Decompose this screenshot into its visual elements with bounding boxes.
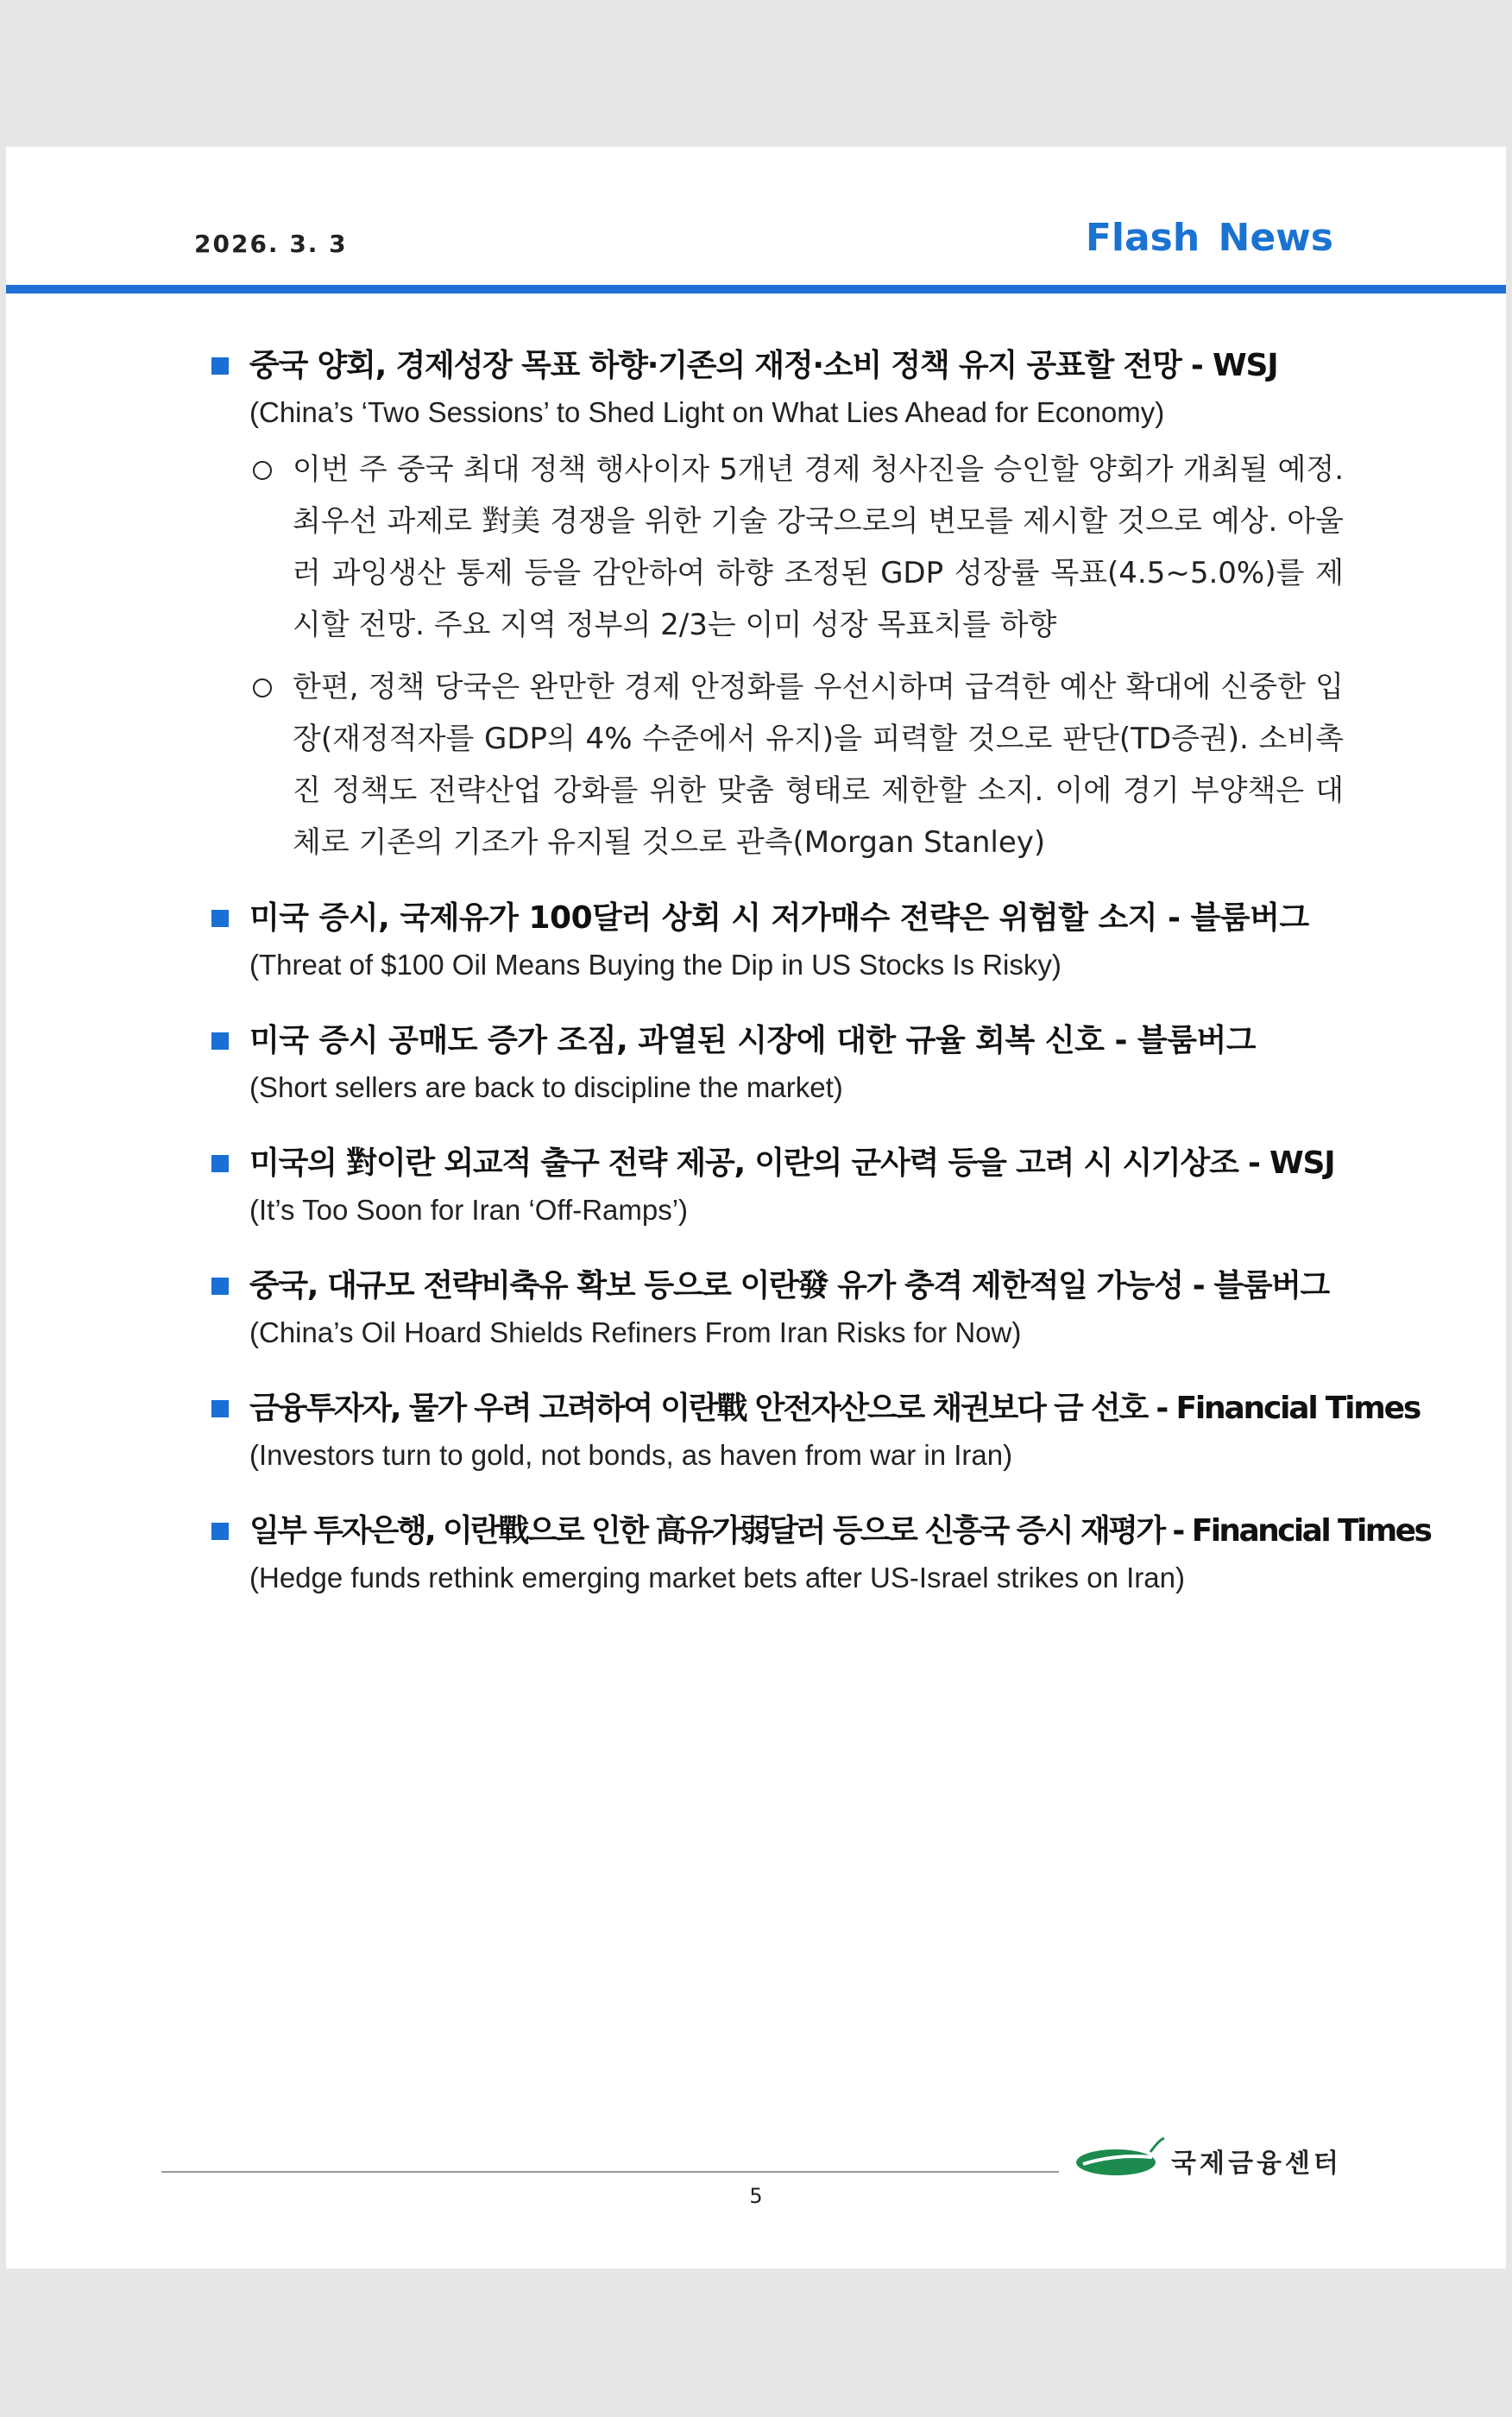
news-list: [205, 345, 1431, 1633]
news-bullet: [249, 444, 1344, 651]
news-item: [205, 1020, 1344, 1114]
square-bullet-icon: [211, 1155, 229, 1172]
logo-text: 국제금융센터: [1171, 2149, 1342, 2179]
page-number: 5: [749, 2184, 763, 2208]
news-bullet-text: 한편, 정책 당국은 완만한 경제 안정화를 우선시하며 급격한 예산 확대에 신중한 입장(재정적자를 GDP의 4% 수준에서 유지)을 피력할 것으로 판단(TD증권). 소비촉진 정책도 전략산업 강화를 위한 맞춤 형태로 제한할 소지. 이에 경기 부양책은 대체로 기존의 기조가 유지될 것으로 관측(Morgan Stanley): [293, 670, 1344, 860]
footer-divider: [161, 2171, 1059, 2173]
news-subtitle: (Hedge funds rethink emerging market bets after US-Israel strikes on Iran): [249, 1562, 1185, 1593]
news-item: [205, 1511, 1431, 1604]
organization-logo: [1074, 2136, 1342, 2180]
news-subtitle: (China’s ‘Two Sessions’ to Shed Light on What Lies Ahead for Economy): [249, 396, 1165, 428]
news-headline-text: 일부 투자은행, 이란戰으로 인한 高유가弱달러 등으로 신흥국 증시 재평가 - Financial Times: [249, 1513, 1431, 1549]
news-headline-text: 금융투자자, 물가 우려 고려하여 이란戰 안전자산으로 채권보다 금 선호 - Financial Times: [249, 1391, 1421, 1426]
news-headline-text: 중국, 대규모 전략비축유 확보 등으로 이란發 유가 충격 제한적일 가능성 - 블룸버그: [249, 1268, 1329, 1303]
news-subtitle: (China’s Oil Hoard Shields Refiners From Iran Risks for Now): [249, 1316, 1022, 1348]
circle-bullet-icon: [253, 678, 272, 697]
news-headline-text: 미국 증시 공매도 증가 조짐, 과열된 시장에 대한 규율 회복 신호 - 블룸버그: [249, 1023, 1257, 1058]
news-bullet: [249, 661, 1344, 868]
news-subtitle: (Investors turn to gold, not bonds, as haven from war in Iran): [249, 1439, 1013, 1471]
news-headline: [205, 1388, 1421, 1429]
news-headline: [205, 898, 1344, 939]
news-subtitle: (It’s Too Soon for Iran ‘Off-Ramps’): [249, 1194, 689, 1226]
news-item: [205, 1265, 1344, 1359]
news-bullets: [205, 444, 1344, 868]
header-date: 2026. 3. 3: [194, 230, 348, 258]
news-headline-text: 중국 양회, 경제성장 목표 하향·기존의 재정·소비 정책 유지 공표할 전망 - WSJ: [249, 348, 1278, 383]
square-bullet-icon: [211, 1523, 229, 1540]
square-bullet-icon: [211, 357, 229, 375]
news-bullet-text: 이번 주 중국 최대 정책 행사이자 5개년 경제 청사진을 승인할 양회가 개최될 예정. 최우선 과제로 對美 경쟁을 위한 기술 강국으로의 변모를 제시할 것으로 예상. 아울러 과잉생산 통제 등을 감안하여 하향 조정된 GDP 성장률 목표(4.5~5.0%)를 제시할 전망. 주요 지역 정부의 2/3는 이미 성장 목표치를 하향: [293, 452, 1344, 642]
news-subtitle: (Short sellers are back to discipline the market): [249, 1071, 843, 1103]
news-headline: [205, 345, 1344, 387]
news-item: [205, 1143, 1344, 1236]
news-headline: [205, 1265, 1344, 1307]
square-bullet-icon: [211, 1032, 229, 1050]
square-bullet-icon: [211, 1400, 229, 1417]
header-divider: [6, 285, 1506, 293]
news-subtitle: (Threat of $100 Oil Means Buying the Dip in US Stocks Is Risky): [249, 949, 1062, 981]
square-bullet-icon: [211, 1278, 229, 1295]
news-headline: [205, 1511, 1431, 1552]
news-headline: [205, 1020, 1344, 1062]
document-page: [6, 147, 1506, 2269]
news-item: [205, 345, 1344, 868]
circle-bullet-icon: [253, 461, 272, 480]
news-item: [205, 1388, 1421, 1481]
header-title: Flash News: [1085, 216, 1333, 260]
news-headline-text: 미국 증시, 국제유가 100달러 상회 시 저가매수 전략은 위험할 소지 - 블룸버그: [249, 900, 1309, 936]
news-item: [205, 898, 1344, 991]
logo-emblem-icon: [1074, 2136, 1169, 2180]
news-headline: [205, 1143, 1344, 1184]
news-headline-text: 미국의 對이란 외교적 출구 전략 제공, 이란의 군사력 등을 고려 시 시기상조 - WSJ: [249, 1145, 1335, 1181]
square-bullet-icon: [211, 910, 229, 927]
